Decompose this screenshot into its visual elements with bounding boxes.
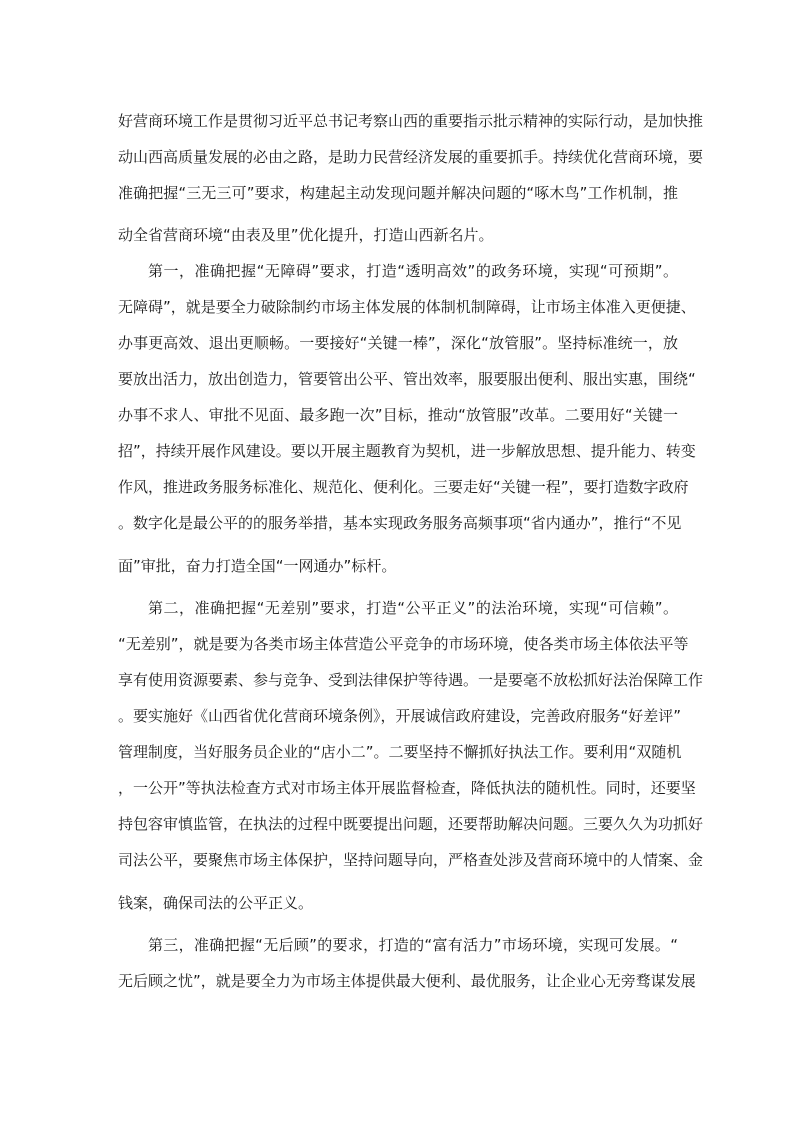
text-line: 招”，持续开展作风建设。要以开展主题教育为契机，进一步解放思想、提升能力、转变	[118, 442, 696, 460]
text-line: 动全省营商环境“由表及里”优化提升，打造山西新名片。	[118, 226, 494, 244]
text-line: 作风，推进政务服务标准化、规范化、便利化。三要走好“关键一程”，要打造数字政府	[118, 478, 689, 496]
text-line: 无障碍”，就是要全力破除制约市场主体发展的体制机制障碍，让市场主体准入更便捷、	[118, 298, 696, 316]
paragraph-first-line: 第一，准确把握“无障碍”要求，打造“透明高效”的政务环境，实现“可预期”。	[148, 262, 678, 280]
text-line: 。要实施好《山西省优化营商环境条例》，开展诚信政府建设，完善政府服务“好差评”	[118, 707, 682, 725]
text-line: 面”审批，奋力打造全国“一网通办”标杆。	[118, 557, 397, 575]
text-line: 动山西高质量发展的必由之路，是助力民营经济发展的重要抓手。持续优化营商环境，要	[118, 148, 704, 166]
text-line: 管理制度，当好服务员企业的“店小二”。二要坚持不懈抓好执法工作。要利用“双随机	[118, 743, 682, 761]
paragraph-first-line: 第二，准确把握“无差别”要求，打造“公平正义”的法治环境，实现“可信赖”。	[148, 599, 678, 617]
text-line: 办事更高效、退出更顺畅。一要接好“关键一棒”，深化“放管服”。坚持标准统一，放	[118, 334, 678, 352]
text-line: 持包容审慎监管，在执法的过程中既要提出问题，还要帮助解决问题。三要久久为功抓好	[118, 815, 704, 833]
text-line: ，一公开”等执法检查方式对市场主体开展监督检查，降低执法的随机性。同时，还要坚	[118, 779, 696, 797]
text-line: 司法公平，要聚焦市场主体保护，坚持问题导向，严格查处涉及营商环境中的人情案、金	[118, 851, 704, 869]
paragraph-first-line: 第三，准确把握“无后顾”的要求，打造的“富有活力”市场环境，实现可发展。“	[148, 936, 678, 954]
text-line: 办事不求人、审批不见面、最多跑一次”目标，推动“放管服”改革。二要用好“关键一	[118, 406, 678, 424]
text-line: “无差别”，就是要为各类市场主体营造公平竞争的市场环境，使各类市场主体依法平等	[118, 635, 689, 653]
text-line: 无后顾之忧”，就是要全力为市场主体提供最大便利、最优服务，让企业心无旁骛谋发展	[118, 972, 696, 990]
text-line: 。数字化是最公平的的服务举措，基本实现政务服务高频事项“省内通办”，推行“不见	[118, 514, 682, 532]
text-line: 准确把握“三无三可”要求，构建起主动发现问题并解决问题的“啄木鸟”工作机制，推	[118, 184, 678, 202]
text-line: 享有使用资源要素、参与竞争、受到法律保护等待遇。一是要毫不放松抓好法治保障工作	[118, 671, 704, 689]
text-line: 好营商环境工作是贯彻习近平总书记考察山西的重要指示批示精神的实际行动，是加快推	[118, 112, 704, 130]
text-line: 钱案，确保司法的公平正义。	[118, 894, 314, 912]
text-line: 要放出活力，放出创造力，管要管出公平、管出效率，服要服出便利、服出实惠，围绕“	[118, 370, 696, 388]
